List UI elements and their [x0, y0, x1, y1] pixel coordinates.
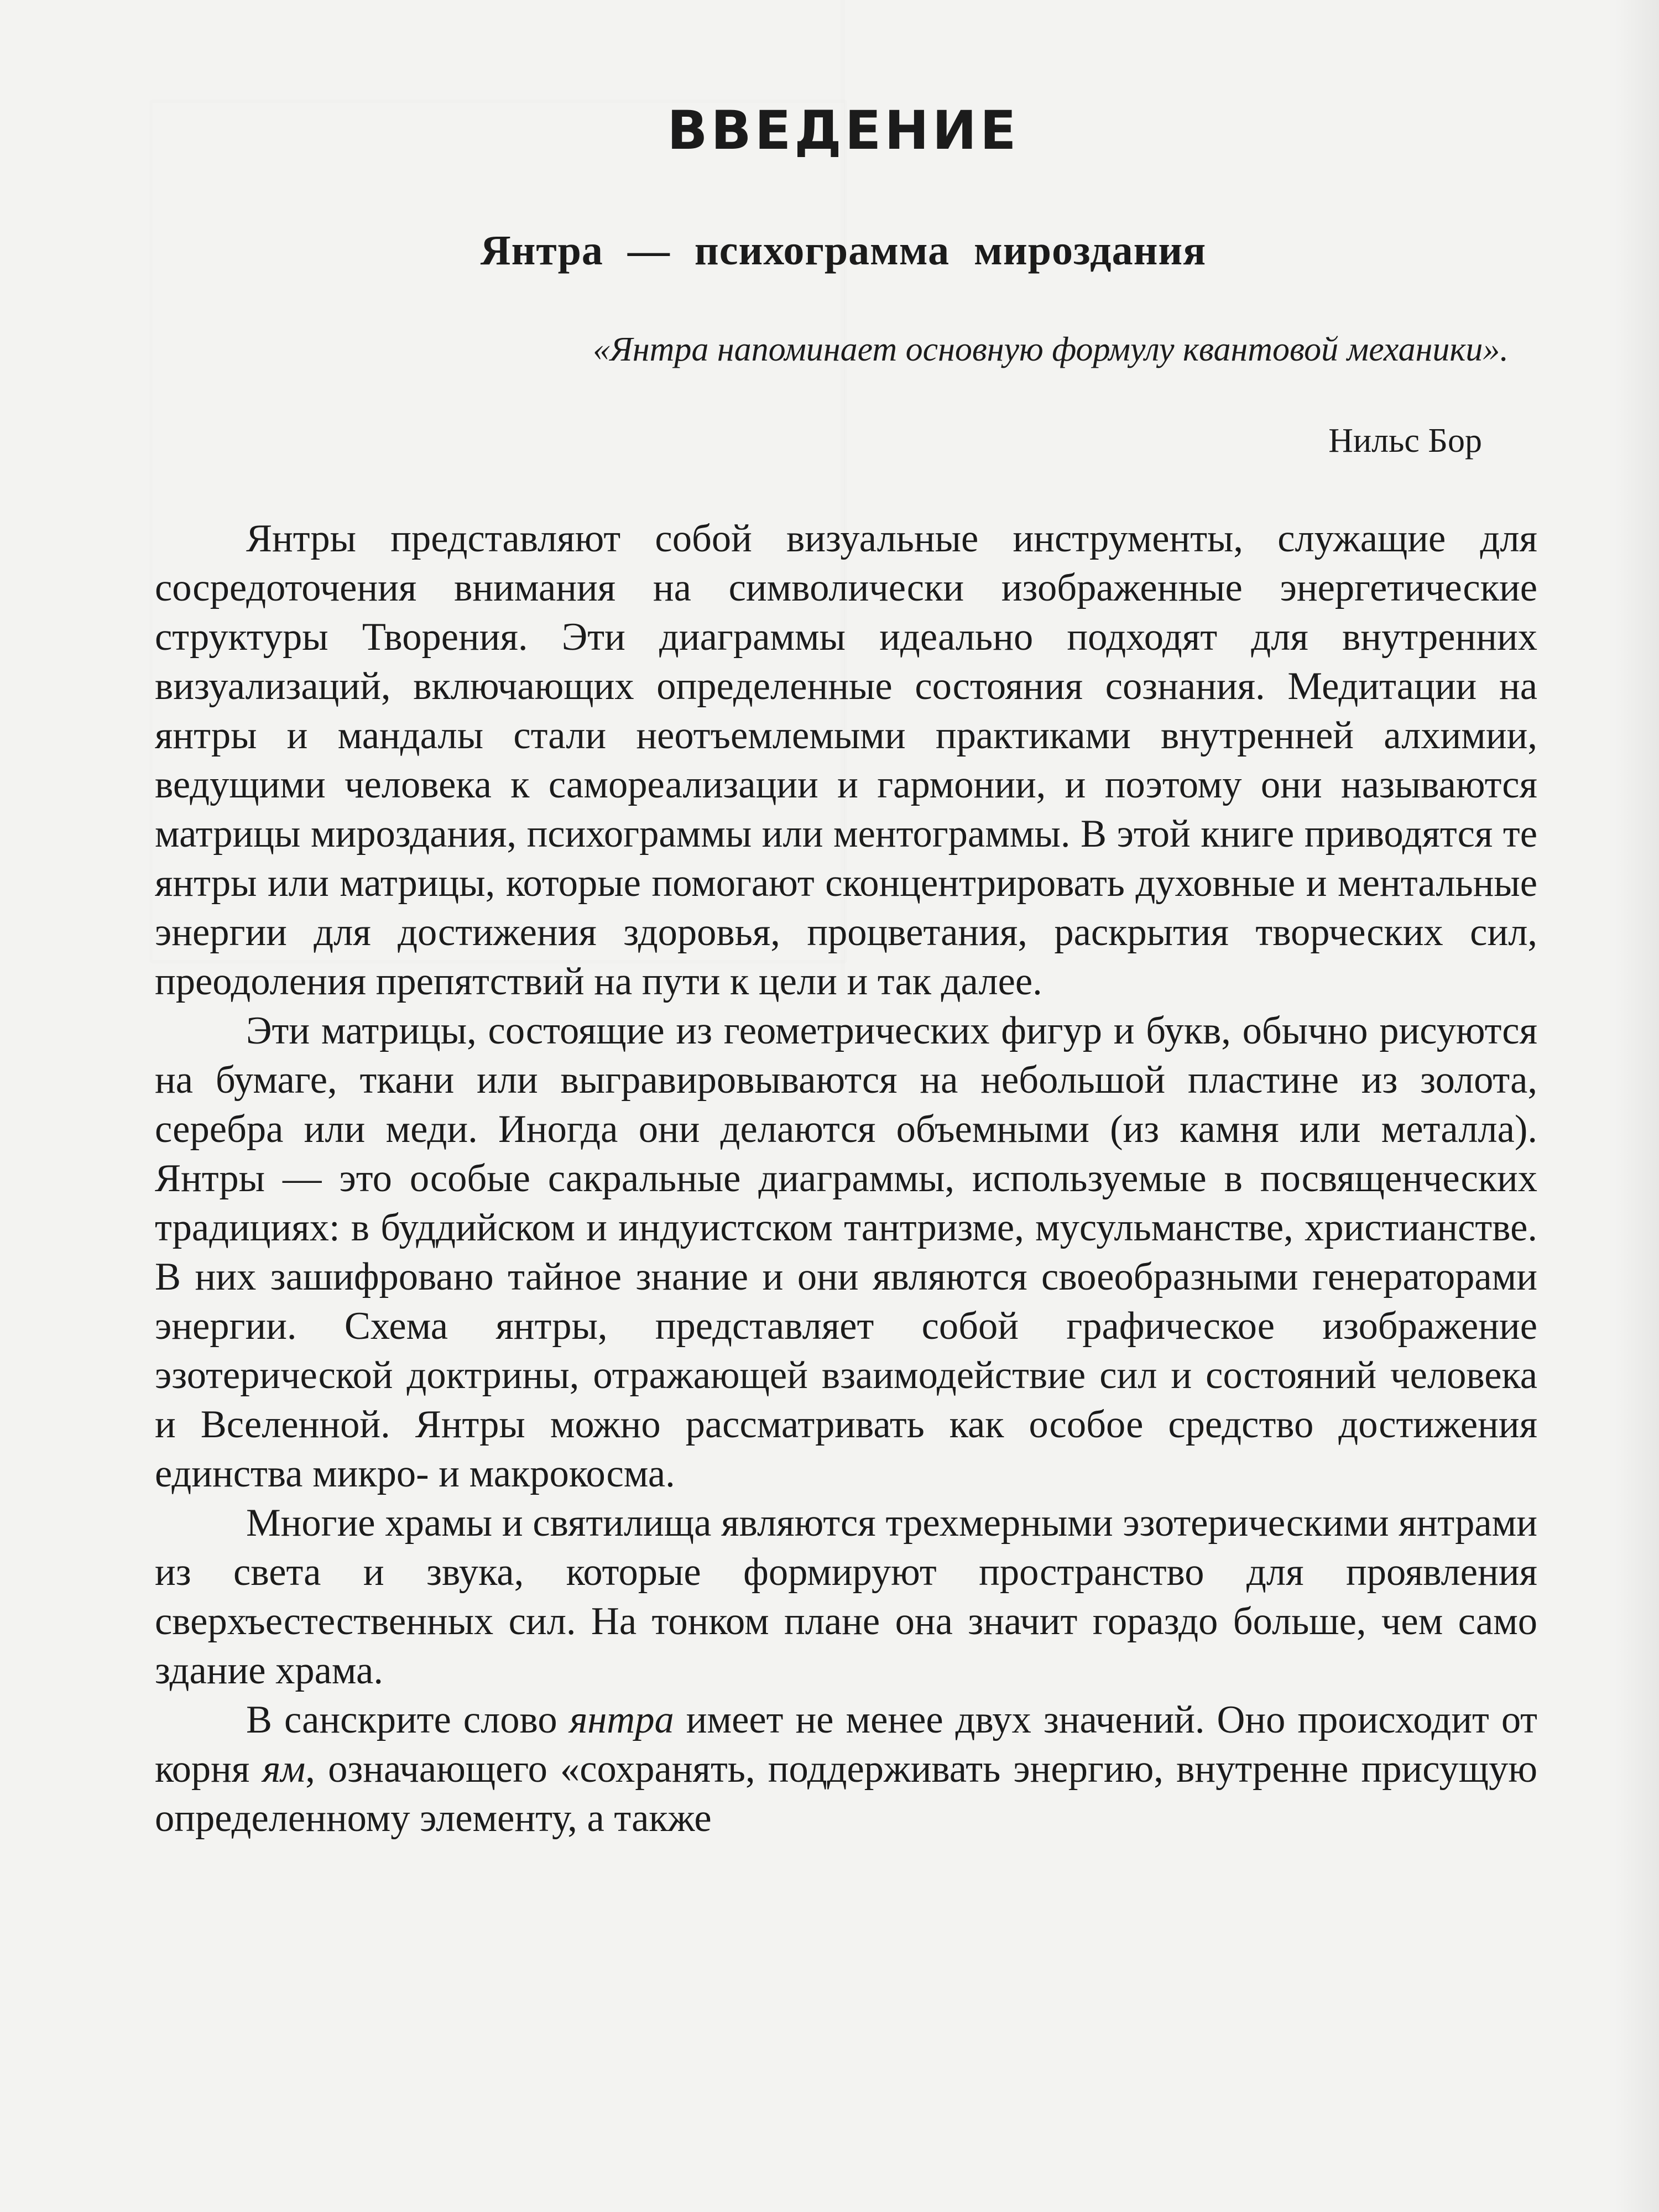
- paragraph-4-part-1: В санскрите слово: [246, 1698, 570, 1741]
- paragraph-4: [155, 1695, 1537, 1843]
- paragraph-3: Многие храмы и святилища являются трехмерными эзотерическими янтрами из света и звука, которые формируют пространство для проявления сверхъестественных сил. На тонком плане она значит гораздо больше, чем само здание храма.: [155, 1501, 1537, 1692]
- paragraph-4-part-2: имеет не менее двух значений. Оно происходит от корня: [155, 1698, 1537, 1791]
- paragraph-1: Янтры представляют собой визуальные инструменты, служащие для сосредоточения внимания на символически изображенные энергетические структуры Творения. Эти диаграммы идеально подходят для внутренних визуализаций, включающих определенные состояния сознания. Медитации на янтры и мандалы стали неотъемлемыми практиками внутренней алхимии, ведущими человека к самореализации и гармонии, и поэтому они называются матрицы мироздания, психограммы или ментограммы. В этой книге приводятся те янтры или матрицы, которые помогают сконцентрировать духовные и ментальные энергии для достижения здоровья, процветания, раскрытия творческих сил, преодоления препятствий на пути к цели и так далее.: [155, 517, 1537, 1003]
- page-gutter-shadow: [1615, 0, 1659, 2212]
- paragraph-2: Эти матрицы, состоящие из геометрических фигур и букв, обычно рисуются на бумаге, ткани или выгравировываются на небольшой пластине из золота, серебра или меди. Иногда они делаются объемными (из камня или металла). Янтры — это особые сакральные диаграммы, используемые в посвященческих традициях: в буддийском и индуистском тантризме, мусульманстве, христианстве. В них зашифровано тайное знание и они являются своеобразными генераторами энергии. Схема янтры, представляет собой графическое изображение эзотерической доктрины, отражающей взаимодействие сил и состояний человека и Вселенной. Янтры можно рассматривать как особое средство достижения единства микро- и макрокосма.: [155, 1009, 1537, 1495]
- term-yantra: янтра: [569, 1698, 674, 1741]
- section-title: Янтра — психограмма мироздания: [480, 227, 1207, 274]
- epigraph-author: Нильс Бор: [1328, 422, 1482, 460]
- paragraph-4-part-3: , означающего «сохранять, поддерживать энергию, внутренне присущую определенному элементу, а также: [155, 1747, 1538, 1840]
- chapter-title: ВВЕДЕНИЕ: [667, 100, 1020, 161]
- body-text: [155, 514, 1537, 1843]
- epigraph-quote: «Янтра напоминает основную формулу квантовой механики».: [593, 331, 1509, 368]
- term-yam: ям: [262, 1747, 306, 1791]
